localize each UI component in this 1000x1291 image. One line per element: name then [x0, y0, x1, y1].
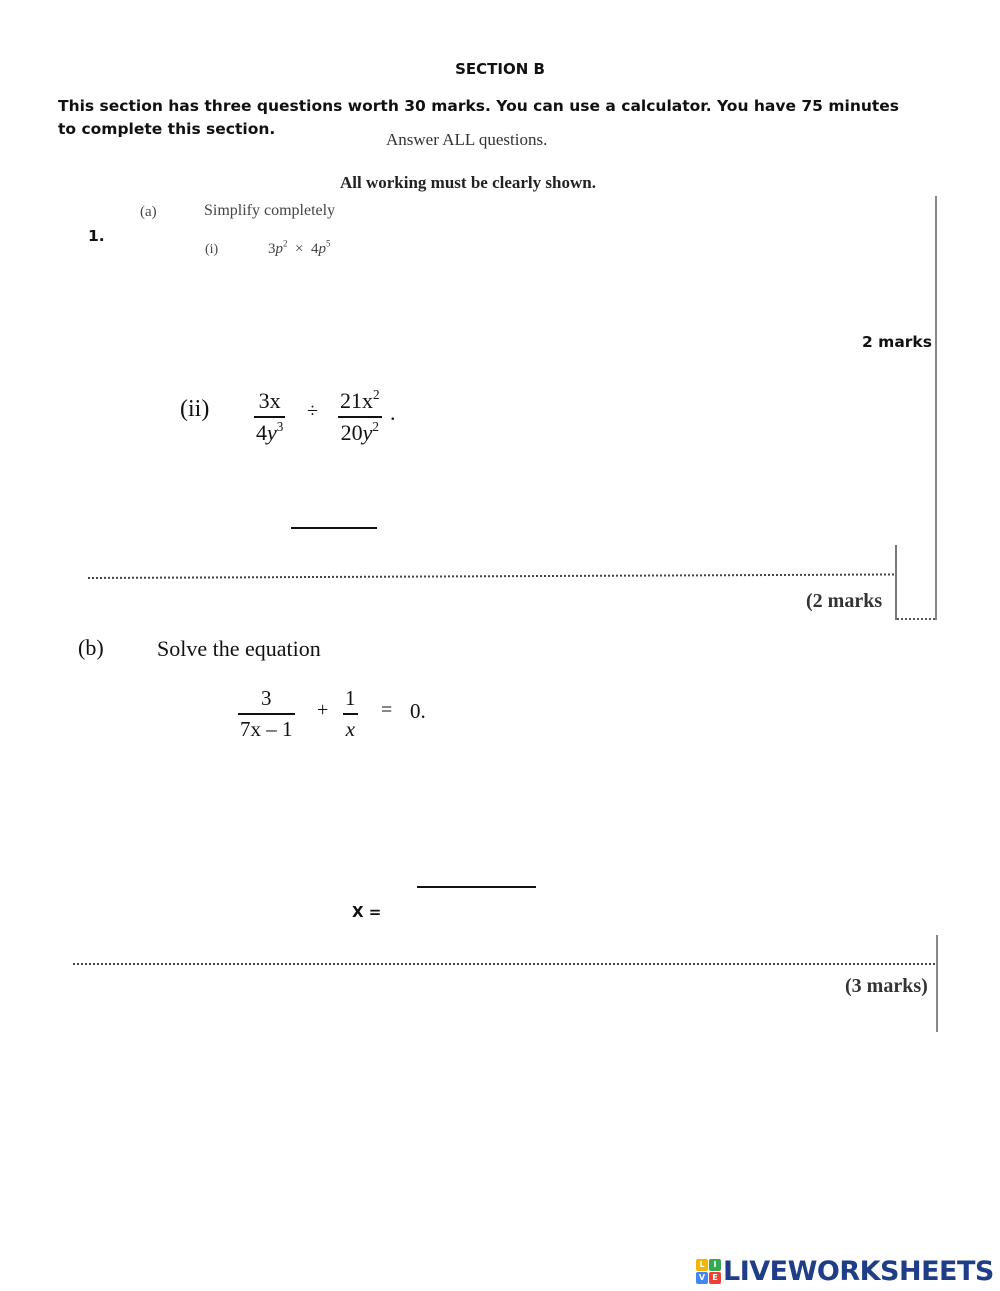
- sub-question-ii-label: (ii): [180, 396, 210, 422]
- dotted-divider: [73, 963, 935, 965]
- marks-a-i: 2 marks: [862, 333, 932, 351]
- dotted-divider: [88, 573, 894, 579]
- divide-sign: ÷: [307, 400, 318, 422]
- marks-a-ii: (2 marks: [806, 590, 883, 612]
- section-intro: This section has three questions worth 30 marks. You can use a calculator. You have 75 minutes to complete this section.: [58, 97, 900, 138]
- margin-line: [936, 935, 938, 1032]
- marks-b: (3 marks): [845, 975, 928, 997]
- part-a-label: (a): [140, 204, 157, 220]
- sub-question-i-label: (i): [205, 242, 219, 257]
- dotted-divider: [897, 618, 935, 620]
- answer-line-a-ii[interactable]: [291, 527, 377, 529]
- part-a-instruction: Simplify completely: [204, 202, 336, 219]
- fraction-ii-second: [338, 388, 382, 446]
- logo-block: V: [696, 1272, 708, 1284]
- fraction-numerator: 3: [261, 686, 272, 710]
- part-b-instruction: Solve the equation: [157, 636, 321, 661]
- logo-block: I: [709, 1259, 721, 1271]
- fraction-denominator: $20y^2$: [340, 418, 379, 445]
- equation-rhs: 0.: [410, 699, 426, 723]
- working-note: All working must be clearly shown.: [340, 173, 596, 192]
- logo-block: L: [696, 1259, 708, 1271]
- liveworksheets-logo: [696, 1254, 994, 1288]
- fraction-numerator: $21x^2$: [340, 386, 380, 413]
- answer-all-instruction: Answer ALL questions.: [386, 130, 548, 149]
- fraction-denominator: $4y^3$: [256, 418, 284, 445]
- section-title: SECTION B: [455, 60, 545, 78]
- fraction-numerator: 3x: [258, 388, 281, 413]
- equals-sign: =: [381, 699, 393, 721]
- answer-label-x: X =: [352, 903, 382, 921]
- question-number: 1.: [88, 227, 105, 245]
- fraction-ii-first: [254, 388, 285, 446]
- expression-end-dot: .: [390, 400, 396, 425]
- fraction-b-first: [238, 686, 295, 742]
- fraction-denominator: x: [345, 716, 355, 741]
- margin-line: [895, 545, 897, 620]
- sub-question-i-expression: $3p^2 \times 4p^5$: [268, 238, 331, 257]
- logo-text: LIVEWORKSHEETS: [723, 1255, 994, 1287]
- logo-block: E: [709, 1272, 721, 1284]
- logo-blocks-icon: [696, 1259, 721, 1284]
- part-b-label: (b): [78, 635, 104, 660]
- plus-sign: +: [317, 699, 329, 721]
- margin-line: [935, 196, 937, 620]
- fraction-b-second: [343, 686, 358, 742]
- fraction-numerator: 1: [345, 686, 356, 710]
- fraction-denominator: 7x – 1: [240, 716, 293, 741]
- answer-line-b[interactable]: [417, 886, 536, 888]
